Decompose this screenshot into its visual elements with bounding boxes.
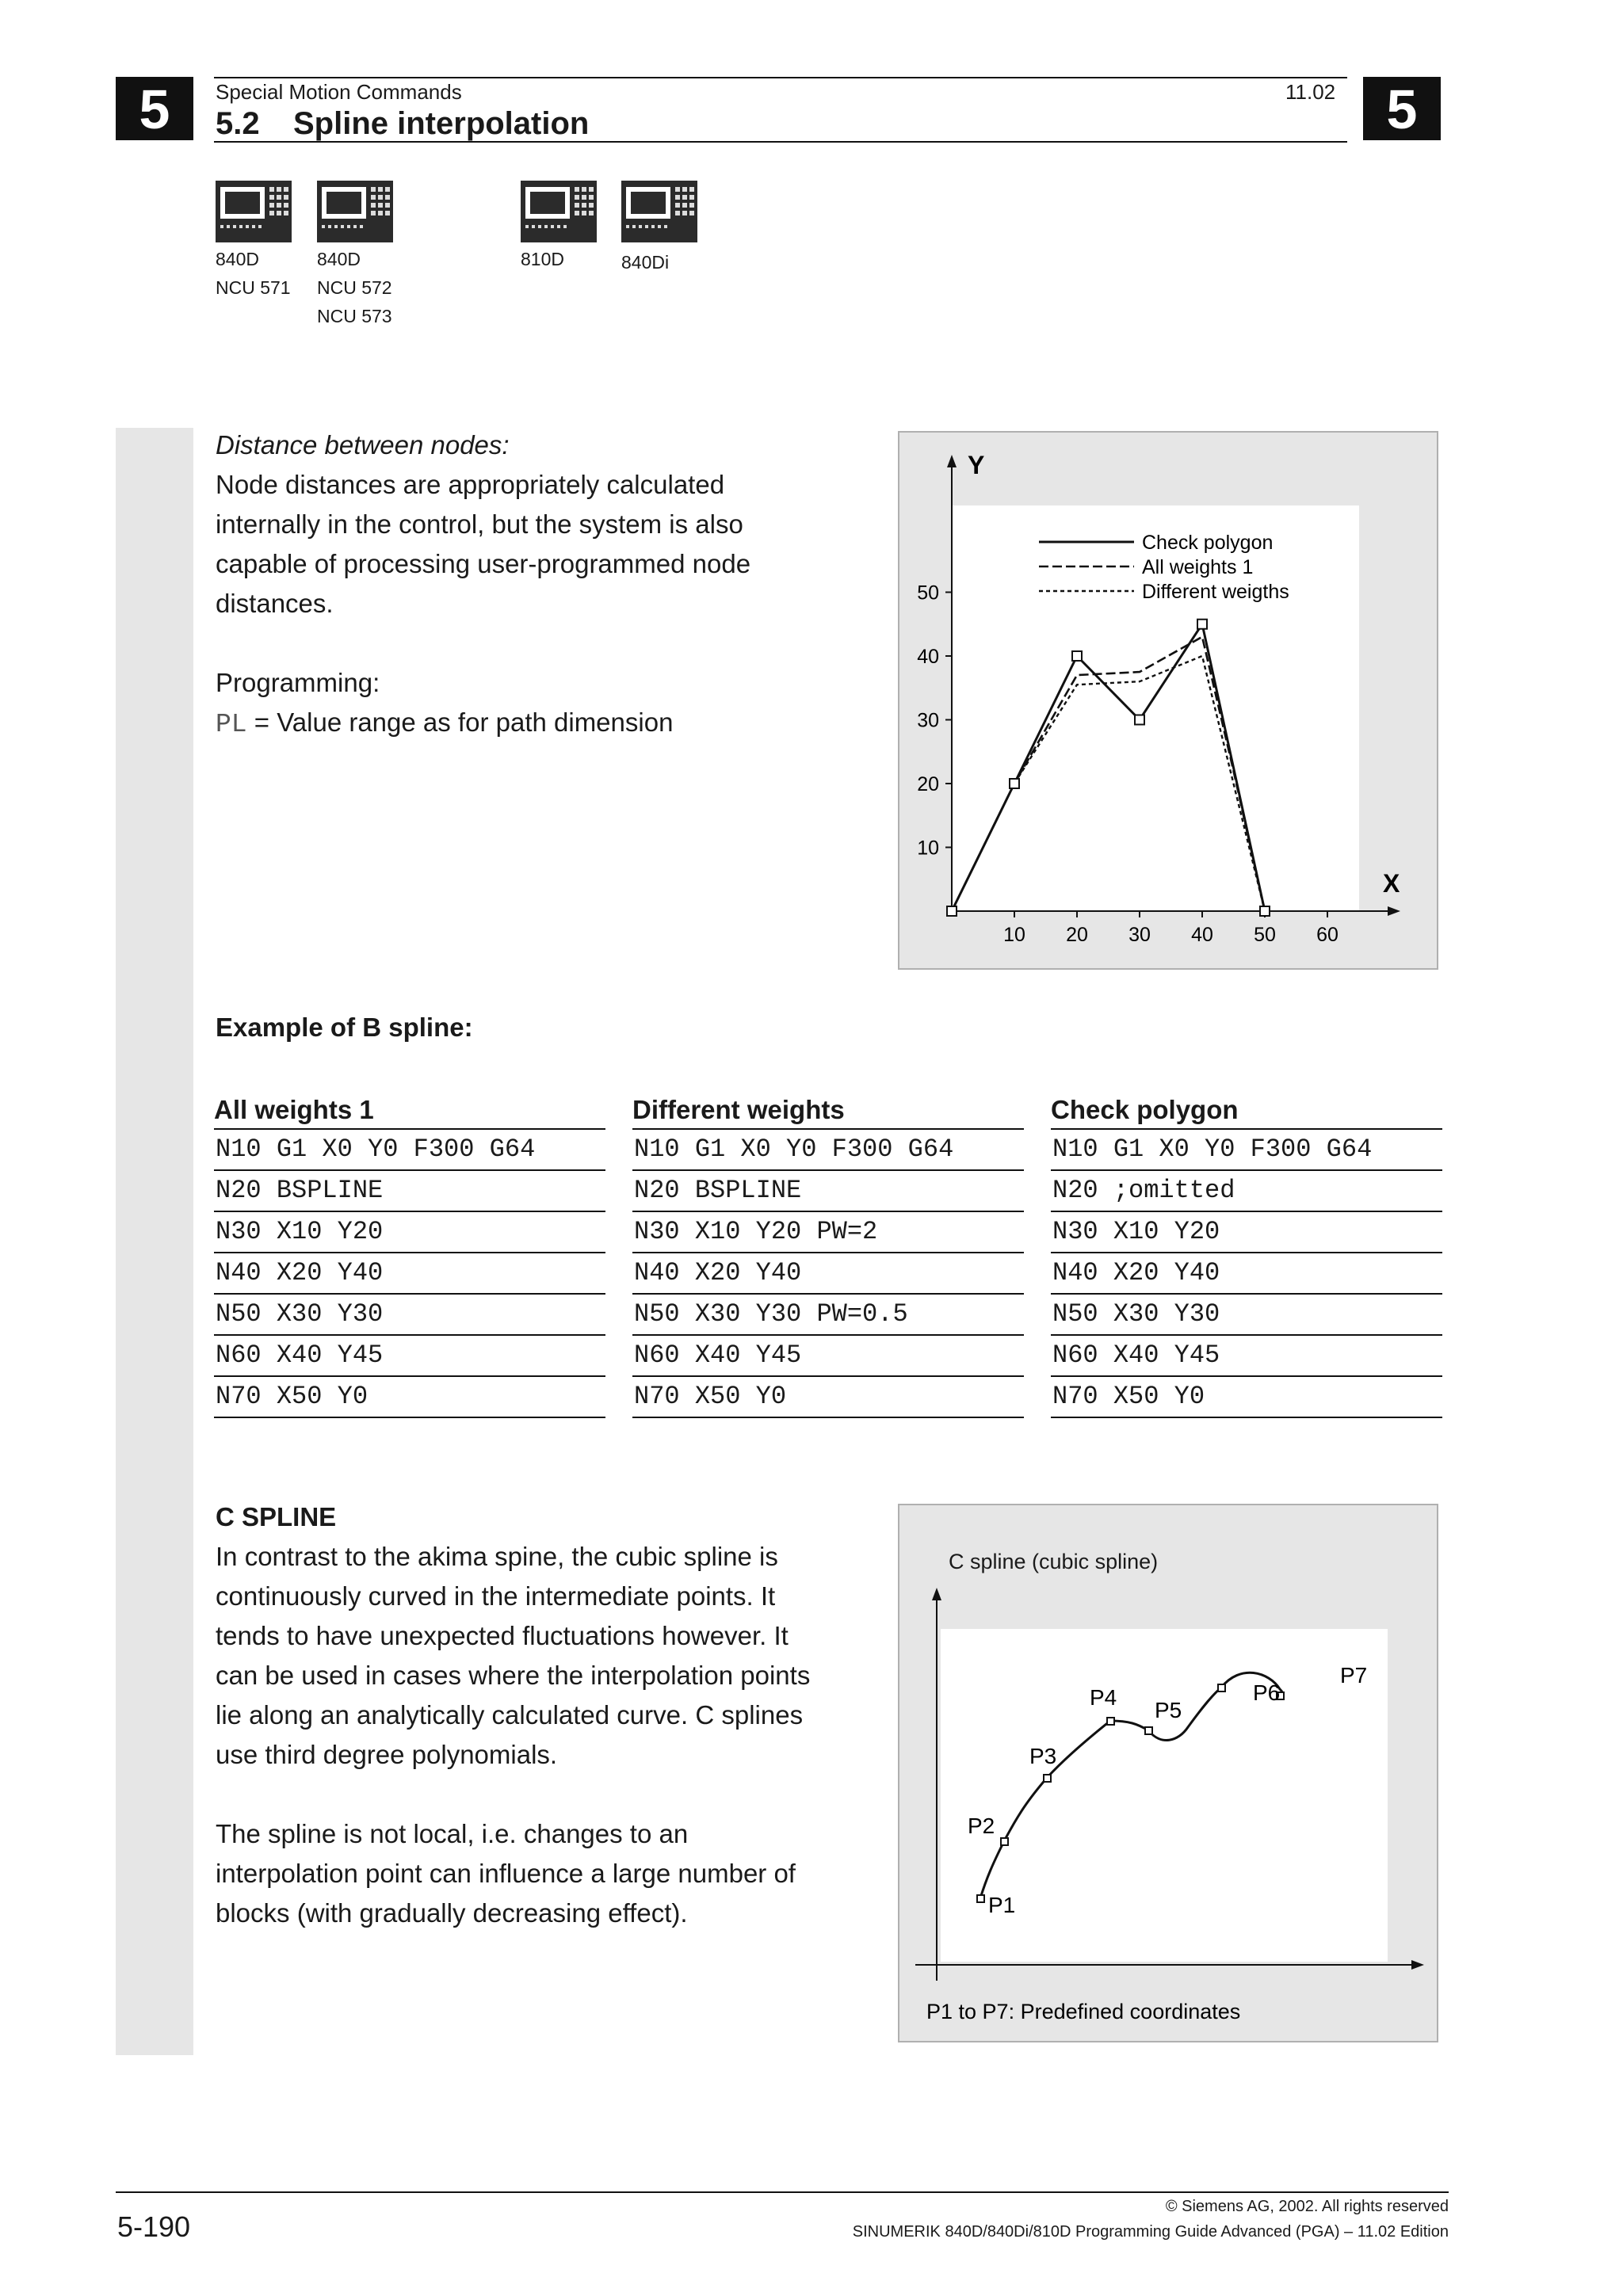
code-line: N50 X30 Y30 PW=0.5 <box>632 1293 1024 1334</box>
cspline-line: lie along an analytically calculated curve. C splines <box>216 1700 804 1730</box>
y-tick-label: 30 <box>917 709 939 732</box>
node-distance-line: capable of processing user-programmed node <box>216 549 751 578</box>
control-panel-icon <box>317 181 393 242</box>
legend-label: Check polygon <box>1142 532 1274 554</box>
control-panel-icon <box>216 181 292 242</box>
cspline-point-label: P2 <box>968 1814 995 1838</box>
cspline-point-marker <box>1218 1684 1225 1691</box>
control-panel-icon <box>521 181 597 242</box>
chart-point-marker <box>1260 906 1270 916</box>
chart-point-marker <box>1135 715 1144 725</box>
code-column-check-polygon <box>1051 1092 1442 1418</box>
edition-label: 11.02 <box>1285 80 1336 104</box>
node-distance-line: distances. <box>216 589 334 618</box>
cspline-point-label: P7 <box>1340 1663 1368 1688</box>
control-label-840di: 840Di <box>621 252 670 273</box>
programming-line <box>216 703 750 745</box>
chapter-marker-right: 5 <box>1363 77 1441 140</box>
cspline-point-label: P3 <box>1029 1744 1057 1768</box>
programming-label: Programming: <box>216 668 380 697</box>
code-line: N20 ;omitted <box>1051 1169 1442 1211</box>
code-column-all-weights <box>214 1092 605 1418</box>
code-column-different-weights <box>632 1092 1024 1418</box>
cspline-point-label: P5 <box>1155 1698 1182 1722</box>
code-line: N60 X40 Y45 <box>632 1334 1024 1375</box>
code-line: N30 X10 Y20 <box>214 1211 605 1252</box>
cspline-point-marker <box>1001 1838 1008 1845</box>
code-line: N70 X50 Y0 <box>632 1375 1024 1418</box>
legend-label: Different weigths <box>1142 581 1289 603</box>
code-column-title: Different weights <box>632 1095 845 1124</box>
code-line: N60 X40 Y45 <box>214 1334 605 1375</box>
chart-point-marker <box>947 906 957 916</box>
arrow-right-icon <box>1388 906 1400 916</box>
cspline-figure <box>898 1504 1438 2042</box>
control-label-840d-ncu571: 840D NCU 571 <box>216 249 291 298</box>
cspline-point-marker <box>977 1895 984 1902</box>
arrow-right-icon <box>1411 1960 1424 1970</box>
code-line: N70 X50 Y0 <box>1051 1375 1442 1418</box>
code-line: N70 X50 Y0 <box>214 1375 605 1418</box>
y-tick-label: 40 <box>917 646 939 668</box>
section-category: Special Motion Commands <box>216 80 462 104</box>
arrow-up-icon <box>932 1588 941 1600</box>
code-line: N50 X30 Y30 <box>214 1293 605 1334</box>
code-line: N60 X40 Y45 <box>1051 1334 1442 1375</box>
bspline-chart <box>899 433 1437 968</box>
margin-sidebar <box>116 428 193 2055</box>
x-tick-label: 60 <box>1316 924 1338 946</box>
code-column-title: All weights 1 <box>214 1095 374 1124</box>
x-tick-label: 20 <box>1066 924 1088 946</box>
cspline-point-label: P1 <box>988 1893 1016 1917</box>
section-title: Spline interpolation <box>293 106 590 141</box>
code-line: N10 G1 X0 Y0 F300 G64 <box>1051 1128 1442 1169</box>
x-tick-label: 10 <box>1003 924 1025 946</box>
cspline-line: The spline is not local, i.e. changes to an <box>216 1819 689 1848</box>
node-distance-section <box>216 425 750 745</box>
copyright-notice: © Siemens AG, 2002. All rights reserved <box>1165 2198 1449 2215</box>
cspline-point-marker <box>1044 1775 1051 1782</box>
header-bottom-rule <box>214 141 1347 143</box>
publication-title: SINUMERIK 840D/840Di/810D Programming Guide Advanced (PGA) – 11.02 Edition <box>852 2223 1449 2241</box>
cspline-line: interpolation point can influence a large number of <box>216 1859 796 1888</box>
code-line: N20 BSPLINE <box>214 1169 605 1211</box>
cspline-diagram <box>899 1505 1437 2041</box>
cspline-line: blocks (with gradually decreasing effect). <box>216 1898 688 1928</box>
code-line: N50 X30 Y30 <box>1051 1293 1442 1334</box>
cspline-line: can be used in cases where the interpolation points <box>216 1661 811 1690</box>
cspline-point-marker <box>1145 1727 1152 1734</box>
x-tick-label: 50 <box>1254 924 1276 946</box>
footer-rule <box>116 2191 1449 2193</box>
code-column-title: Check polygon <box>1051 1095 1239 1124</box>
page-number: 5-190 <box>117 2210 191 2243</box>
cspline-heading: C SPLINE <box>216 1502 337 1531</box>
chart-y-label: Y <box>968 451 985 479</box>
chart-point-marker <box>1010 779 1019 788</box>
cspline-point-label: P6 <box>1253 1680 1281 1705</box>
y-tick-label: 10 <box>917 837 939 860</box>
chart-x-label: X <box>1383 869 1400 898</box>
y-tick-label: 20 <box>917 773 939 795</box>
code-line: N20 BSPLINE <box>632 1169 1024 1211</box>
chart-point-marker <box>1197 620 1207 629</box>
legend-label: All weights 1 <box>1142 556 1254 578</box>
cspline-line: tends to have unexpected fluctuations however. It <box>216 1621 789 1650</box>
code-line: N40 X20 Y40 <box>1051 1252 1442 1293</box>
control-label-810d: 810D <box>521 249 564 269</box>
cspline-line: In contrast to the akima spine, the cubic spline is <box>216 1542 778 1571</box>
node-distance-line: Node distances are appropriately calculated <box>216 470 725 499</box>
code-line: N10 G1 X0 Y0 F300 G64 <box>632 1128 1024 1169</box>
y-tick-label: 50 <box>917 582 939 605</box>
node-distance-heading: Distance between nodes: <box>216 430 510 460</box>
node-distance-line: internally in the control, but the system is also <box>216 509 743 539</box>
x-tick-label: 30 <box>1128 924 1151 946</box>
bspline-example-heading: Example of B spline: <box>216 1013 473 1042</box>
control-panel-icon <box>621 181 697 242</box>
x-tick-label: 40 <box>1191 924 1213 946</box>
chart-point-marker <box>1072 651 1082 661</box>
cspline-point-label: P4 <box>1090 1685 1117 1710</box>
cspline-point-marker <box>1107 1718 1114 1725</box>
cspline-line: use third degree polynomials. <box>216 1740 558 1769</box>
arrow-up-icon <box>947 455 957 467</box>
code-line: N40 X20 Y40 <box>632 1252 1024 1293</box>
cspline-line: continuously curved in the intermediate points. It <box>216 1581 776 1611</box>
pl-keyword: PL <box>216 710 247 739</box>
control-label-840d-ncu572-573: 840D NCU 572 NCU 573 <box>317 249 392 326</box>
code-line: N30 X10 Y20 <box>1051 1211 1442 1252</box>
cspline-section <box>216 1497 810 1933</box>
chapter-marker-left: 5 <box>116 77 193 140</box>
code-line: N40 X20 Y40 <box>214 1252 605 1293</box>
section-number: 5.2 <box>216 106 260 141</box>
bspline-chart-figure <box>898 431 1438 970</box>
cspline-figure-caption: P1 to P7: Predefined coordinates <box>926 2000 1241 2023</box>
header-top-rule <box>214 77 1347 78</box>
code-line: N30 X10 Y20 PW=2 <box>632 1211 1024 1252</box>
cspline-figure-title: C spline (cubic spline) <box>949 1550 1159 1573</box>
pl-description: = Value range as for path dimension <box>246 707 674 737</box>
code-line: N10 G1 X0 Y0 F300 G64 <box>214 1128 605 1169</box>
